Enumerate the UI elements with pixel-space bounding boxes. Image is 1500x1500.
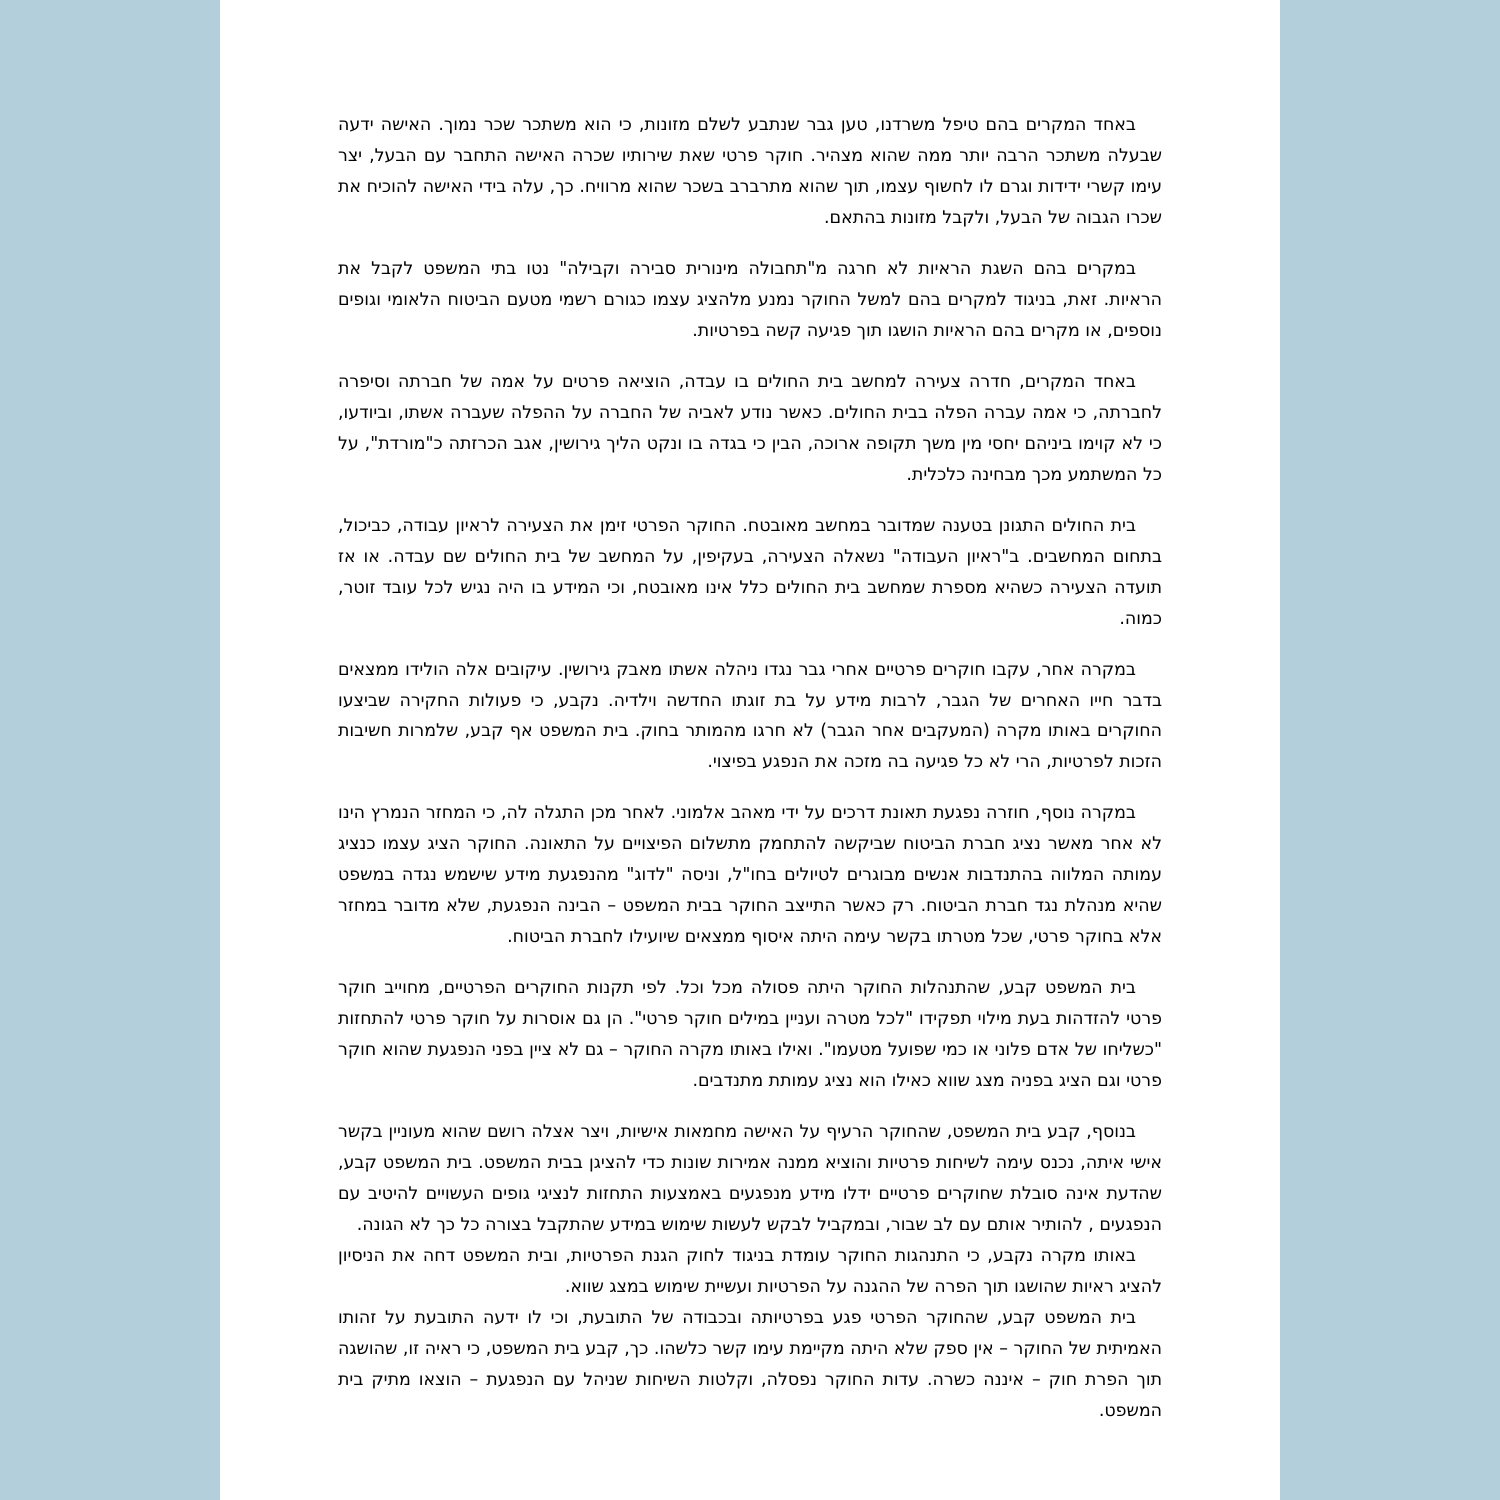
paragraph: באחד המקרים בהם טיפל משרדנו, טען גבר שנתבע לשלם מזונות, כי הוא משתכר שכר נמוך. האישה ידעה שבעלה משתכר הרבה יותר ממה שהוא מצהיר. חוקר פרטי שאת שירותיו שכרה האישה התחבר עם הבעל, יצר עימו קשרי ידידות וגרם לו לחשוף עצמו, תוך שהוא מתרברב בשכר שהוא מרוויח. כך, עלה בידי האישה להוכיח את שכרו הגבוה של הבעל, ולקבל מזונות בהתאם. [338, 115, 1162, 228]
paragraph: בית החולים התגונן בטענה שמדובר במחשב מאובטח. החוקר הפרטי זימן את הצעירה לראיון עבודה, כביכול, בתחום המחשבים. ב"ראיון העבודה" נשאלה הצעירה, בעקיפין, על המחשב של בית החולים שם עבדה. או אז תועדה הצעירה כשהיא מספרת שמחשב בית החולים כלל אינו מאובטח, וכי המידע בו היה נגיש לכל עובד זוטר, כמוה. [338, 515, 1162, 629]
paragraph: באחד המקרים, חדרה צעירה למחשב בית החולים בו עבדה, הוציאה פרטים על אמה של חברתה וסיפרה לחברתה, כי אמה עברה הפלה בבית החולים. כאשר נודע לאביה של החברה על ההפלה שעברה אשתו, וביודעו, כי לא קוימו ביניהם יחסי מין משך תקופה ארוכה, הבין כי בגדה בו ונקט הליך גירושין, אגב הכרזתה כ"מורדת", על כל המשתמע מכך מבחינה כלכלית. [338, 371, 1162, 485]
document-body [338, 110, 1162, 1427]
document-page [220, 0, 1280, 1500]
paragraph: במקרה נוסף, חוזרה נפגעת תאונת דרכים על ידי מאהב אלמוני. לאחר מכן התגלה לה, כי המחזר הנמרץ הינו לא אחר מאשר נציג חברת הביטוח שביקשה להתחמק מתשלום הפיצויים על התאונה. החוקר הציג עצמו כנציג עמותה המלווה בהתנדבות אנשים מבוגרים לטיולים בחו"ל, וניסה "לדוג" מהנפגעת מידע שישמש נגדה במשפט שהיא מנהלת נגד חברת הביטוח. רק כאשר התייצב החוקר בבית המשפט – הבינה הנפגעת, שלא מדובר במחזר אלא בחוקר פרטי, שכל מטרתו בקשר עימה היתה איסוף ממצאים שיועילו לחברת הביטוח. [338, 803, 1162, 948]
paragraph: בנוסף, קבע בית המשפט, שהחוקר הרעיף על האישה מחמאות אישיות, ויצר אצלה רושם שהוא מעוניין בקשר אישי איתה, נכנס עימה לשיחות פרטיות והוציא ממנה אמירות שונות כדי להציגן בבית המשפט. בית המשפט קבע, שהדעת אינה סובלת שחוקרים פרטיים ידלו מידע מנפגעים באמצעות התחזות לנציגי גופים העשויים להיטיב עם הנפגעים , להותיר אותם עם לב שבור, ובמקביל לבקש לעשות שימוש במידע שהתקבל בצורה כל כך לא הגונה. [338, 1122, 1162, 1236]
paragraph: במקרה אחר, עקבו חוקרים פרטיים אחרי גבר נגדו ניהלה אשתו מאבק גירושין. עיקובים אלה הולידו ממצאים בדבר חייו האחרים של הגבר, לרבות מידע על בת זוגתו החדשה וילדיה. נקבע, כי פעולות החקירה שביצעו החוקרים באותו מקרה (המעקבים אחר הגבר) לא חרגו מהמותר בחוק. בית המשפט אף קבע, שלמרות חשיבות הזכות לפרטיות, הרי לא כל פגיעה בה מזכה את הנפגע בפיצוי. [338, 659, 1162, 773]
paragraph: במקרים בהם השגת הראיות לא חרגה מ"תחבולה מינורית סבירה וקבילה" נטו בתי המשפט לקבל את הראיות. זאת, בניגוד למקרים בהם למשל החוקר נמנע מלהציג עצמו כגורם רשמי מטעם הביטוח הלאומי וגופים נוספים, או מקרים בהם הראיות הושגו תוך פגיעה קשה בפרטיות. [338, 258, 1162, 341]
paragraph: בית המשפט קבע, שהחוקר הפרטי פגע בפרטיותה ובכבודה של התובעת, וכי לו ידעה התובעת על זהותו האמיתית של החוקר – אין ספק שלא היתה מקיימת עימו קשר כלשהו. כך, קבע בית המשפט, כי ראיה זו, שהושגה תוך הפרת חוק – איננה כשרה. עדות החוקר נפסלה, וקלטות השיחות שניהל עם הנפגעת – הוצאו מתיק בית המשפט. [338, 1307, 1162, 1421]
paragraph: בית המשפט קבע, שהתנהלות החוקר היתה פסולה מכל וכל. לפי תקנות החוקרים הפרטיים, מחוייב חוקר פרטי להזדהות בעת מילוי תפקידו "לכל מטרה ועניין במילים חוקר פרטי". הן גם אוסרות על חוקר פרטי להתחזות "כשליחו של אדם פלוני או כמי שפועל מטעמו". ואילו באותו מקרה החוקר – גם לא ציין בפני הנפגעת שהוא חוקר פרטי וגם הציג בפניה מצג שווא כאילו הוא נציג עמותת מתנדבים. [338, 978, 1162, 1092]
paragraph: באותו מקרה נקבע, כי התנהגות החוקר עומדת בניגוד לחוק הגנת הפרטיות, ובית המשפט דחה את הניסיון להציג ראיות שהושגו תוך הפרה של ההגנה על הפרטיות ועשיית שימוש במצג שווא. [338, 1246, 1162, 1297]
